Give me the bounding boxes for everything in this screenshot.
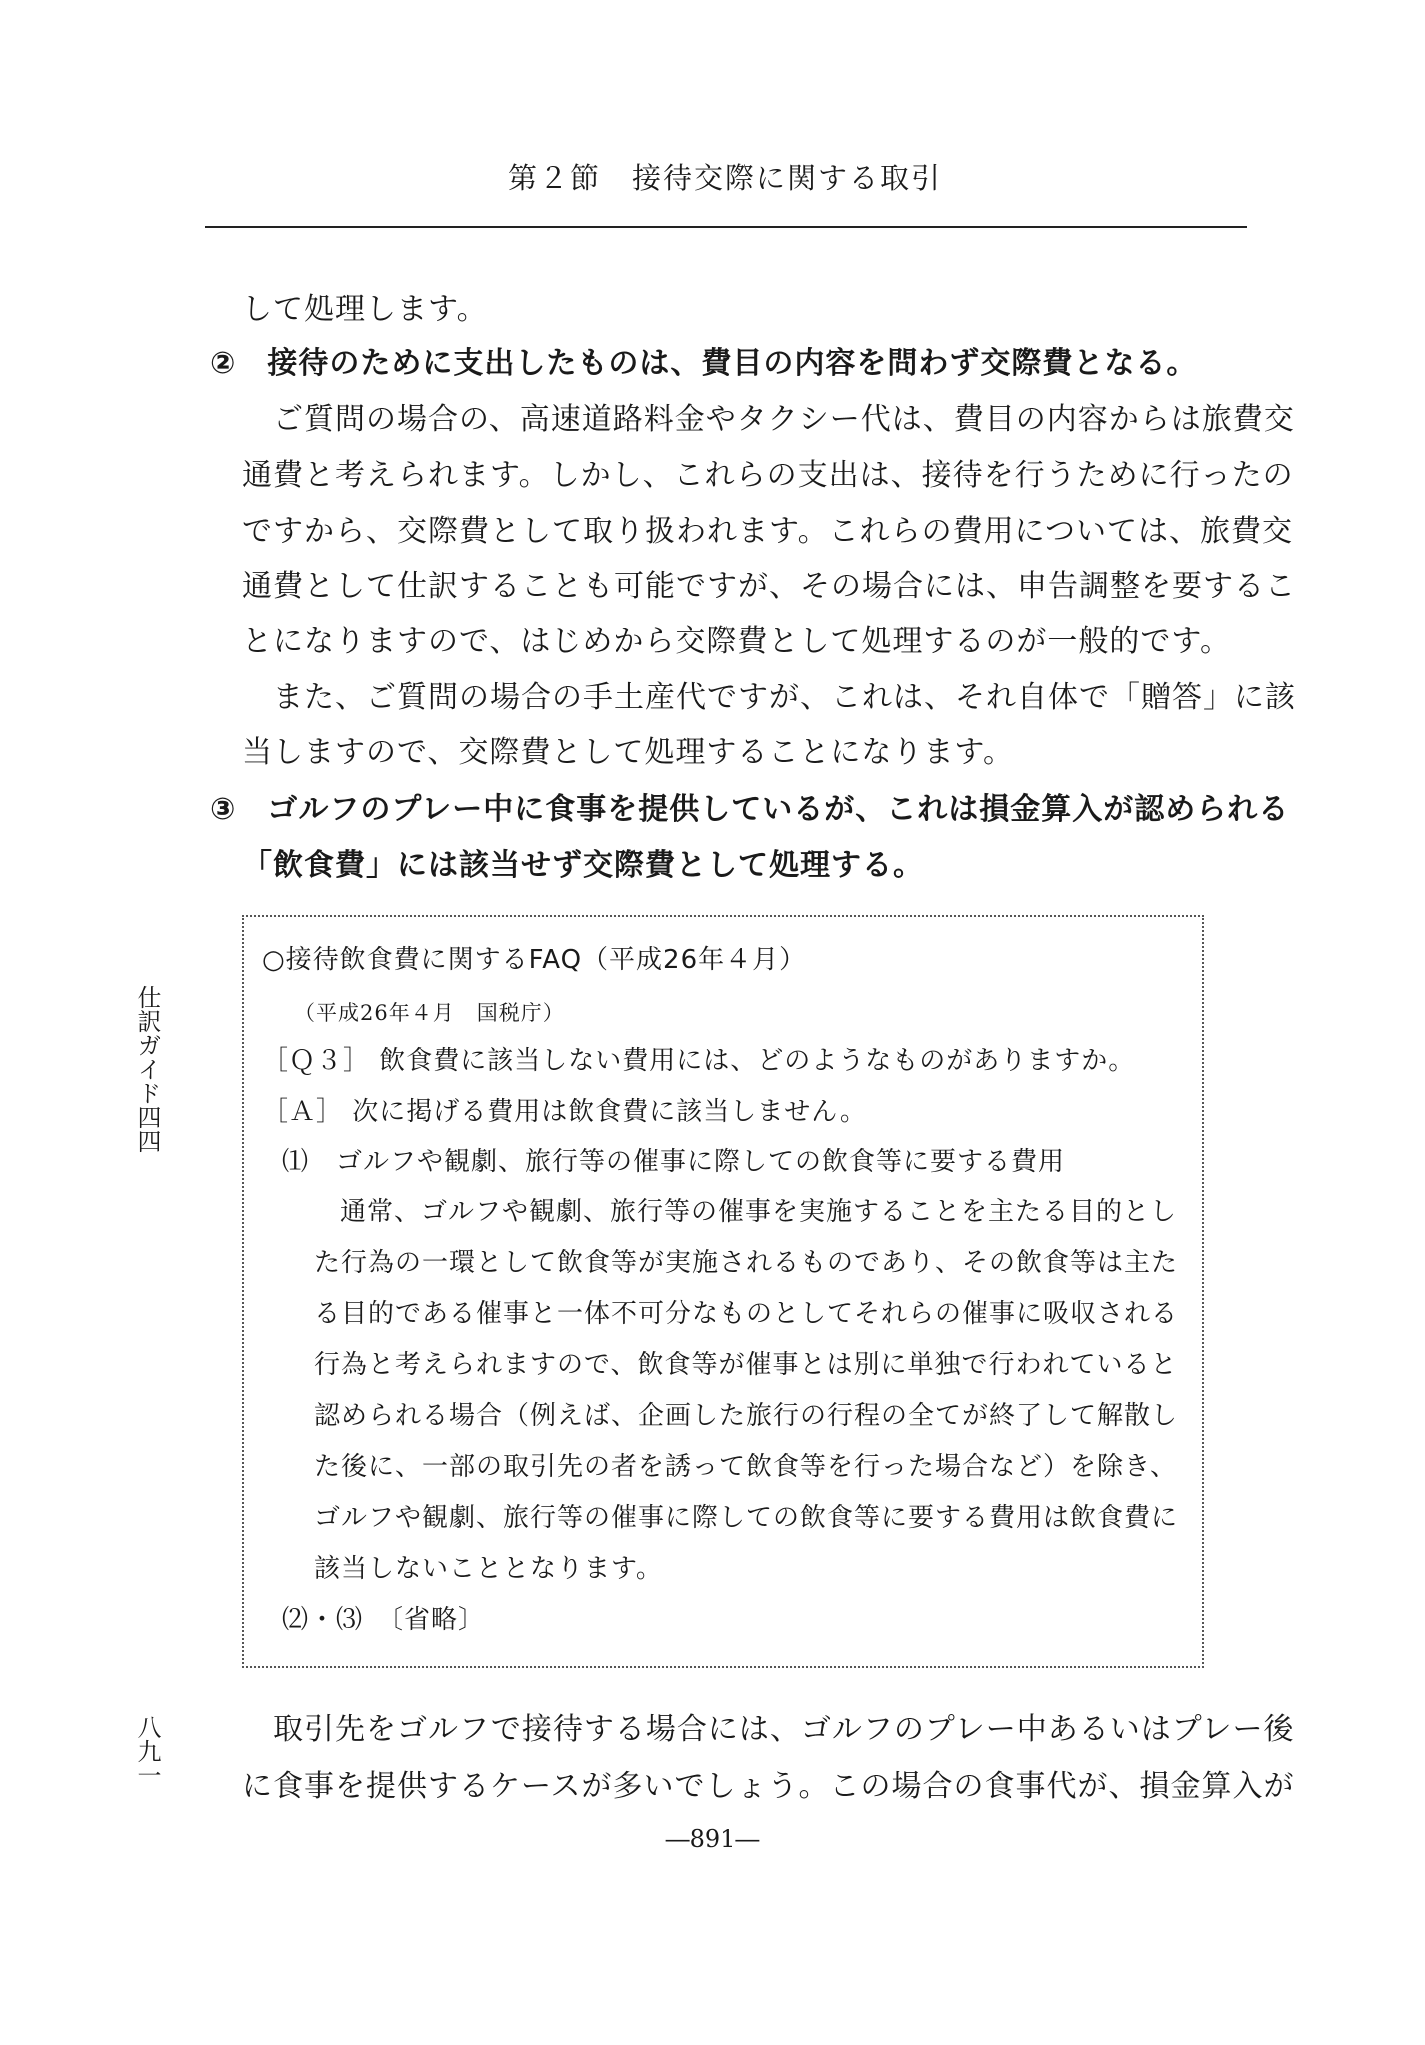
faq-box: [242, 915, 1204, 1668]
faq-item-1-line: 通常、ゴルフや観劇、旅行等の催事を実施することを主たる目的とし: [340, 1197, 1178, 1227]
point-3-heading-cont: 「飲食費」には該当せず交際費として処理する。: [242, 848, 924, 883]
body-line: また、ご質問の場合の手土産代ですが、これは、それ自体で「贈答」に該: [273, 680, 1296, 715]
body-line: して処理します。: [242, 292, 488, 327]
body-line: とになりますので、はじめから交際費として処理するのが一般的です。: [242, 624, 1231, 659]
faq-item-1-line: ゴルフや観劇、旅行等の催事に際しての飲食等に要する費用は飲食費に: [314, 1503, 1179, 1533]
faq-item-1-line: 該当しないこととなります。: [314, 1554, 663, 1584]
faq-answer: ［Ａ］ 次に掲げる費用は飲食費に該当しません。: [262, 1097, 867, 1127]
header-divider: [205, 226, 1247, 228]
faq-omitted-items: ⑵・⑶ 〔省略〕: [282, 1605, 486, 1635]
body-line: ですから、交際費として取り扱われます。これらの費用については、旅費交: [242, 514, 1293, 549]
body-line: 当しますので、交際費として処理することになります。: [242, 735, 1014, 770]
faq-item-1-line: る目的である催事と一体不可分なものとしてそれらの催事に吸収される: [314, 1299, 1179, 1329]
faq-source: （平成26年４月 国税庁）: [294, 1001, 565, 1025]
section-title: 第２節 接待交際に関する取引: [507, 161, 942, 195]
faq-question: ［Ｑ３］ 飲食費に該当しない費用には、どのようなものがありますか。: [262, 1046, 1136, 1076]
faq-item-1-line: た後に、一部の取引先の者を誘って飲食等を行った場合など）を除き、: [314, 1452, 1177, 1482]
faq-item-1-line: 行為と考えられますので、飲食等が催事とは別に単独で行われていると: [314, 1350, 1178, 1380]
body-line: 通費と考えられます。しかし、これらの支出は、接待を行うために行ったの: [242, 458, 1294, 493]
point-3-heading: ③ ゴルフのプレー中に食事を提供しているが、これは損金算入が認められる: [210, 792, 1290, 827]
faq-item-1-heading: ⑴ ゴルフや観劇、旅行等の催事に際しての飲食等に要する費用: [282, 1147, 1066, 1177]
page-number: ―891―: [665, 1825, 760, 1853]
point-2-heading: ② 接待のために支出したものは、費目の内容を問わず交際費となる。: [210, 346, 1198, 381]
side-page-label: 八九一: [133, 1715, 161, 1787]
faq-title: ○接待飲食費に関するFAQ（平成26年４月）: [262, 945, 807, 975]
body-line: 取引先をゴルフで接待する場合には、ゴルフのプレー中あるいはプレー後: [273, 1712, 1295, 1747]
body-line: 通費として仕訳することも可能ですが、その場合には、申告調整を要するこ: [242, 569, 1296, 604]
body-line: に食事を提供するケースが多いでしょう。この場合の食事代が、損金算入が: [242, 1769, 1295, 1804]
body-line: ご質問の場合の、高速道路料金やタクシー代は、費目の内容からは旅費交: [273, 402, 1295, 437]
faq-item-1-line: 認められる場合（例えば、企画した旅行の行程の全てが終了して解散し: [314, 1401, 1179, 1431]
side-chapter-label: 仕訳ガイド四四: [133, 985, 161, 1153]
faq-item-1-line: た行為の一環として飲食等が実施されるものであり、その飲食等は主た: [314, 1248, 1179, 1278]
